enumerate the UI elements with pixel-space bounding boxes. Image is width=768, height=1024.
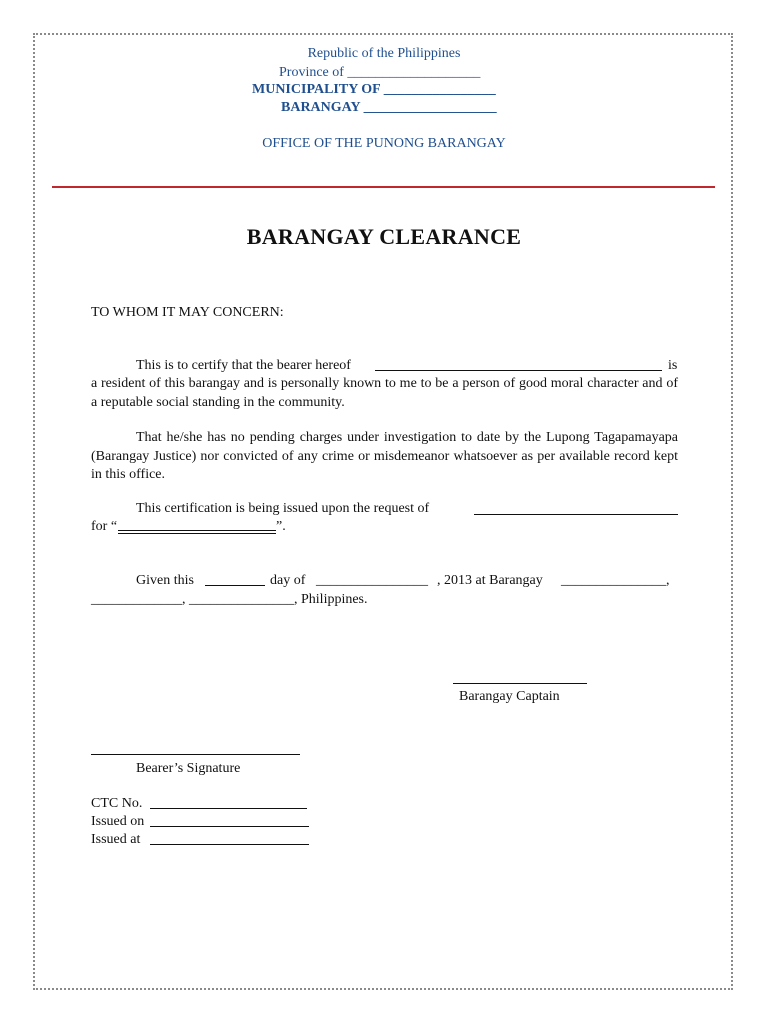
para4-line2: _____________, _______________, Philippines. <box>91 592 368 607</box>
para3-for-open: for “ <box>91 519 118 534</box>
para1-lead: This is to certify that the bearer hereof <box>136 358 351 373</box>
para1-tail: is <box>668 358 678 373</box>
bearer-label: Bearer’s Signature <box>136 761 241 776</box>
para4-year-at: , 2013 at Barangay <box>437 573 543 588</box>
header-republic: Republic of the Philippines <box>307 46 461 61</box>
para4-day-of: day of <box>270 573 306 588</box>
purpose-blank[interactable] <box>118 533 276 534</box>
para1-rest: a resident of this barangay and is personally known to me to be a person of good moral character and of a reputable social standing in the community. <box>91 376 678 410</box>
bearer-signature-line[interactable] <box>91 754 300 755</box>
ctc-no-blank[interactable] <box>150 808 307 809</box>
para4-lead: Given this <box>136 573 194 588</box>
barangay-blank[interactable]: _______________, <box>561 573 670 588</box>
document-title: BARANGAY CLEARANCE <box>246 224 522 249</box>
header-barangay: BARANGAY ___________________ <box>281 100 497 115</box>
salutation: TO WHOM IT MAY CONCERN: <box>91 305 284 320</box>
para3-lead: This certification is being issued upon the request of <box>136 501 430 516</box>
issued-at-blank[interactable] <box>150 844 309 845</box>
para3-for-close: ”. <box>276 519 286 534</box>
bearer-name-blank[interactable] <box>375 370 662 371</box>
day-blank[interactable] <box>205 585 265 586</box>
header-municipality: MUNICIPALITY OF ________________ <box>252 82 496 97</box>
header-divider <box>52 186 715 188</box>
issued-on-label: Issued on <box>91 814 145 829</box>
header-province: Province of ___________________ <box>279 65 481 80</box>
header-office: OFFICE OF THE PUNONG BARANGAY <box>262 136 506 151</box>
purpose-blank-upper <box>118 530 276 531</box>
captain-label: Barangay Captain <box>459 689 560 704</box>
month-blank[interactable]: ________________ <box>316 573 428 588</box>
para2: That he/she has no pending charges under investigation to date by the Lupong Tagapamayapa (Barangay Justice) nor convicted of any crime or misdemeanor whatsoever as per available record kept in this office. <box>91 430 678 482</box>
ctc-no-label: CTC No. <box>91 796 143 811</box>
requester-blank[interactable] <box>474 514 678 515</box>
issued-on-blank[interactable] <box>150 826 309 827</box>
issued-at-label: Issued at <box>91 832 141 847</box>
captain-signature-line[interactable] <box>453 683 587 684</box>
